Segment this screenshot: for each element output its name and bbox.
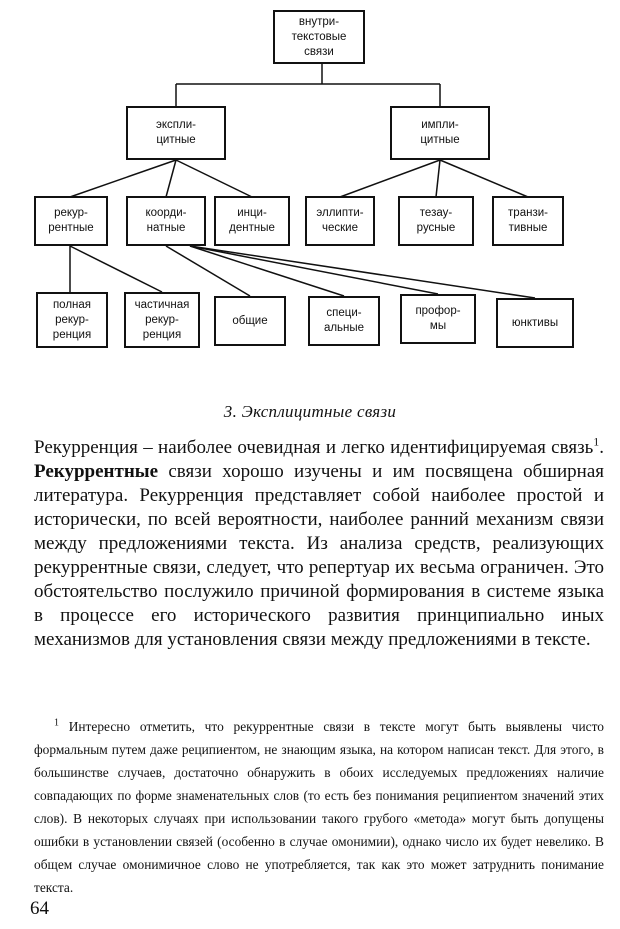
term-recurrent: Рекуррентные [34,461,159,482]
connector-implicit-thesaurus [436,160,440,197]
connector-explicit-coordinate [166,160,176,197]
node-proforms: профор- мы [400,294,476,344]
footnote-marker: 1 [593,434,600,449]
connector-implicit-elliptic [340,160,440,197]
node-junctives: юнктивы [496,298,574,348]
footnote [34,715,604,899]
node-incident: инци- дентные [214,196,290,246]
node-explicit: экспли- цитные [126,106,226,160]
connector-implicit-transitive [440,160,528,197]
body-text-3: связи хорошо изучены и им посвящена обширная литература. Рекурренция представляет собой наиболее простой и исторически, по всей вероятности, наиболее ранний механизм связи между предложениями текста. Из анализа средств, реализующих рекуррентные связи, следует, что репертуар их весьма ограничен. Это обстоятельство послужило причиной формирования в системе языка в процессе его исторического развития принципиально иных механизмов для установления связи между предложениями в тексте. [34,461,604,650]
body-text-2: . [599,437,604,458]
body-paragraph [34,436,604,652]
node-thesaurus: тезау- русные [398,196,474,246]
node-transitive: транзи- тивные [492,196,564,246]
footnote-text: Интересно отметить, что рекуррентные связи в тексте могут быть выявлены чисто формальным путем даже реципиентом, не знающим языка, на котором написан текст. Для этого, в большинстве случаев, достаточно обнаружить в обоих исследуемых предложениях наличие совпадающих по форме знаменательных слов (то есть без понимания реципиентом значений этих слов). В некоторых случаях при использовании такого грубого «метода» могут быть допущены ошибки в установлении связей (особенно в случае омонимии), однако число их будет невелико. В общем случае омонимичное слово не употребляется, так как это может затруднить понимание текста. [34,719,604,895]
connector-explicit-recurrent [70,160,176,197]
connector-explicit-incident [176,160,252,197]
node-partial-recurrence: частичная рекур- ренция [124,292,200,348]
node-elliptic: эллипти- ческие [305,196,375,246]
node-intratext-links: внутри- текстовые связи [273,10,365,64]
node-full-recurrence: полная рекур- ренция [36,292,108,348]
connector-recurrent-partial [70,246,162,292]
connector-incident-junctives [190,246,535,298]
footnote-number: 1 [54,717,59,729]
term-recurrence: Рекурренция [34,437,138,458]
body-text-1: – наиболее очевидная и легко идентифицируемая связь [137,437,594,458]
node-recurrent: рекур- рентные [34,196,108,246]
node-implicit: импли- цитные [390,106,490,160]
page-number: 64 [30,898,49,919]
node-special: специ- альные [308,296,380,346]
node-coordinate: коорди- натные [126,196,206,246]
taxonomy-diagram [0,0,620,380]
node-general: общие [214,296,286,346]
section-title: 3. Эксплицитные связи [223,402,397,421]
